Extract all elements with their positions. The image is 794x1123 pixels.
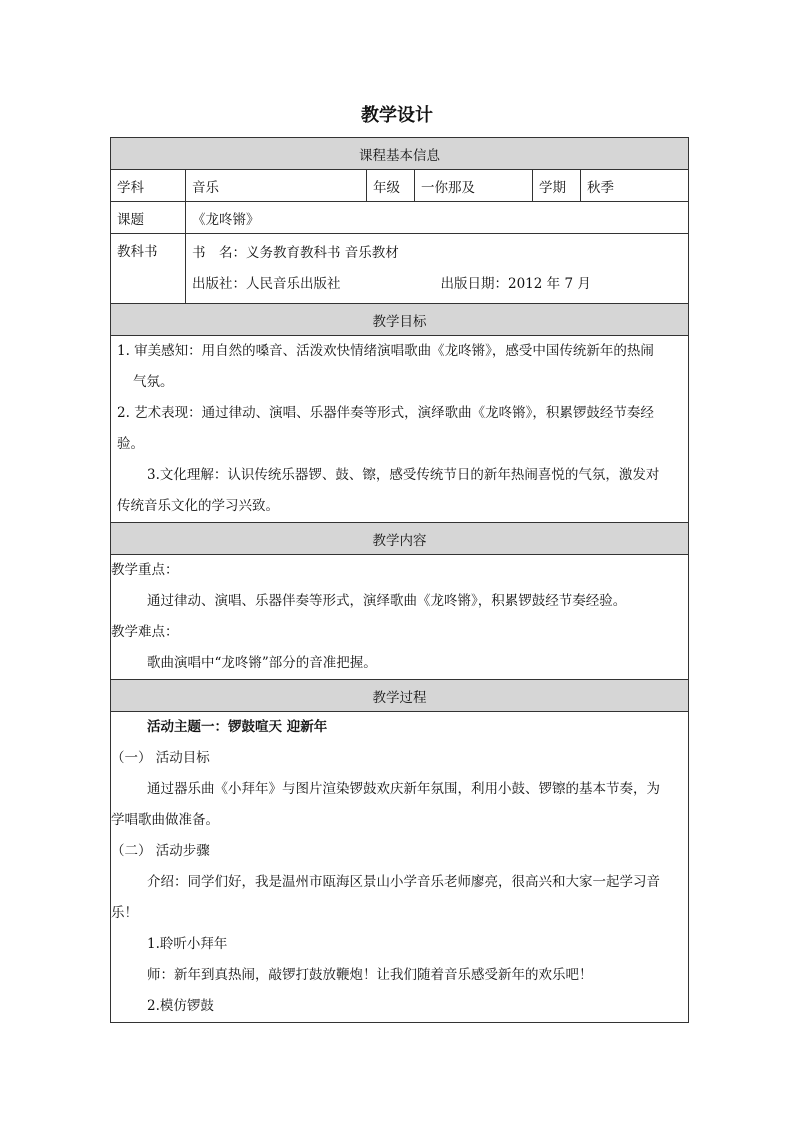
topic-value: 《龙咚锵》 bbox=[186, 202, 689, 234]
objective-2-line-1: 2. 艺术表现：通过律动、演唱、乐器伴奏等形式，演绎歌曲《龙咚锵》，积累锣鼓经节奏经 bbox=[117, 405, 654, 421]
objectives-header: 教学目标 bbox=[111, 304, 689, 336]
subject-label: 学科 bbox=[111, 170, 186, 202]
objective-1-line-2: 气氛。 bbox=[133, 374, 174, 390]
topic-label: 课题 bbox=[111, 202, 186, 234]
activity-goal-line-2: 学唱歌曲做准备。 bbox=[111, 812, 219, 828]
teacher-line: 师：新年到真热闹，敲锣打鼓放鞭炮！让我们随着音乐感受新年的欢乐吧！ bbox=[147, 967, 593, 983]
publisher: 出版社：人民音乐出版社 bbox=[192, 275, 341, 292]
content-body bbox=[111, 555, 689, 680]
intro-line-2: 乐！ bbox=[111, 905, 138, 921]
term-value: 秋季 bbox=[581, 170, 689, 202]
objective-2-line-2: 验。 bbox=[117, 436, 144, 452]
activity-theme: 活动主题一：锣鼓喧天 迎新年 bbox=[147, 719, 328, 735]
process-body bbox=[111, 712, 689, 1023]
intro-line-1: 介绍：同学们好，我是温州市瓯海区景山小学音乐老师廖亮，很高兴和大家一起学习音 bbox=[147, 874, 660, 890]
process-header: 教学过程 bbox=[111, 680, 689, 712]
activity-goal-title: （一） 活动目标 bbox=[111, 750, 210, 766]
grade-label: 年级 bbox=[367, 170, 415, 202]
objective-3-line-2: 传统音乐文化的学习兴致。 bbox=[117, 498, 279, 514]
basic-info-header: 课程基本信息 bbox=[111, 138, 689, 170]
page-title: 教学设计 bbox=[361, 105, 433, 126]
key-point-label: 教学重点： bbox=[111, 562, 179, 578]
grade-value: 一你那及 bbox=[415, 170, 533, 202]
term-label: 学期 bbox=[533, 170, 581, 202]
activity-goal-line-1: 通过器乐曲《小拜年》与图片渲染锣鼓欢庆新年氛围，利用小鼓、锣镲的基本节奏，为 bbox=[147, 781, 660, 797]
publication-date: 出版日期：2012 年 7 月 bbox=[440, 275, 591, 292]
objective-1-line-1: 1. 审美感知：用自然的嗓音、活泼欢快情绪演唱歌曲《龙咚锵》，感受中国传统新年的热闹 bbox=[117, 343, 654, 359]
book-name: 书 名：义务教育教科书 音乐教材 bbox=[192, 244, 399, 261]
objectives-body bbox=[111, 336, 689, 523]
key-point-text: 通过律动、演唱、乐器伴奏等形式，演绎歌曲《龙咚锵》，积累锣鼓经节奏经验。 bbox=[147, 593, 627, 609]
step-2: 2.模仿锣鼓 bbox=[147, 998, 214, 1014]
textbook-label: 教科书 bbox=[111, 234, 186, 304]
difficult-point-label: 教学难点： bbox=[111, 624, 179, 640]
textbook-info bbox=[186, 234, 689, 304]
content-header: 教学内容 bbox=[111, 523, 689, 555]
publisher-line bbox=[192, 269, 682, 300]
subject-value: 音乐 bbox=[186, 170, 367, 202]
activity-steps-title: （二） 活动步骤 bbox=[111, 843, 210, 859]
lesson-plan-table bbox=[110, 137, 689, 1023]
difficult-point-text: 歌曲演唱中“龙咚锵”部分的音准把握。 bbox=[147, 655, 377, 671]
objective-3-line-1: 3.文化理解：认识传统乐器锣、鼓、镲，感受传统节日的新年热闹喜悦的气氛，激发对 bbox=[147, 467, 660, 483]
step-1: 1.聆听小拜年 bbox=[147, 936, 228, 952]
